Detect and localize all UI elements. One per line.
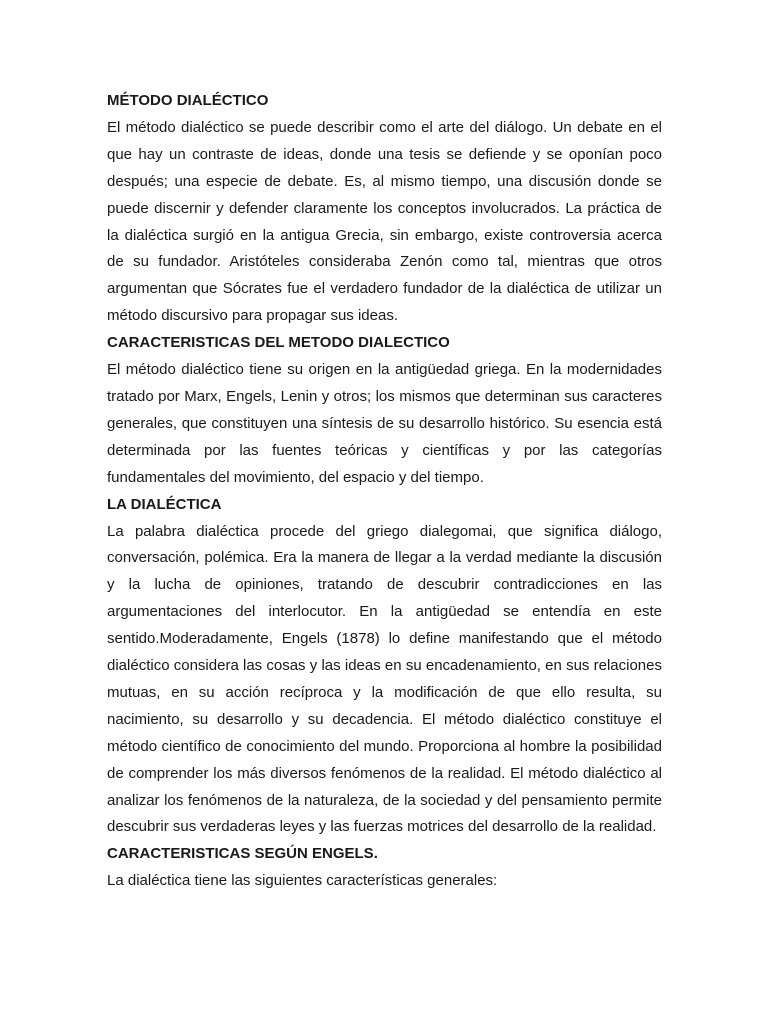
section-paragraph-metodo-dialectico: El método dialéctico se puede describir como el arte del diálogo. Un debate en el que hay un contraste de ideas, donde una tesis se defiende y se oponían poco después; una especie de debate. Es, al mismo tiempo, una discusión donde se puede discernir y defender claramente los conceptos involucrados. La práctica de la dialéctica surgió en la antigua Grecia, sin embargo, existe controversia acerca de su fundador. Aristóteles consideraba Zenón como tal, mientras que otros argumentan que Sócrates fue el verdadero fundador de la dialéctica de utilizar un método discursivo para propagar sus ideas.	[107, 118, 662, 325]
section-paragraph-caracteristicas-metodo: El método dialéctico tiene su origen en la antigüedad griega. En la modernidades tratado por Marx, Engels, Lenin y otros; los mismos que determinan sus caracteres generales, que constituyen una síntesis de su desarrollo histórico. Su esencia está determinada por las fuentes teóricas y científicas y por las categorías fundamentales del movimiento, del espacio y del tiempo.	[107, 361, 662, 486]
section-paragraph-la-dialectica: La palabra dialéctica procede del griego dialegomai, que significa diálogo, conversación, polémica. Era la manera de llegar a la verdad mediante la discusión y la lucha de opiniones, tratando de descubrir contradicciones en las argumentaciones del interlocutor. En la antigüedad se entendía en este sentido.Moderadamente, Engels (1878) lo define manifestando que el método dialéctico considera las cosas y las ideas en su encadenamiento, en sus relaciones mutuas, en su acción recíproca y la modificación de que ello resulta, su nacimiento, su desarrollo y su decadencia. El método dialéctico constituye el método científico de conocimiento del mundo. Proporciona al hombre la posibilidad de comprender los más diversos fenómenos de la realidad. El método dialéctico al analizar los fenómenos de la naturaleza, de la sociedad y del pensamiento permite descubrir sus verdaderas leyes y las fuerzas motrices del desarrollo de la realidad.	[107, 522, 662, 836]
document-page	[107, 88, 662, 895]
section-heading-caracteristicas-metodo: CARACTERISTICAS DEL METODO DIALECTICO	[107, 334, 450, 352]
section-paragraph-caracteristicas-engels: La dialéctica tiene las siguientes características generales:	[107, 872, 498, 890]
section-heading-la-dialectica: LA DIALÉCTICA	[107, 495, 222, 513]
section-heading-caracteristicas-engels: CARACTERISTICAS SEGÚN ENGELS.	[107, 845, 378, 863]
section-heading-metodo-dialectico: MÉTODO DIALÉCTICO	[107, 92, 269, 109]
